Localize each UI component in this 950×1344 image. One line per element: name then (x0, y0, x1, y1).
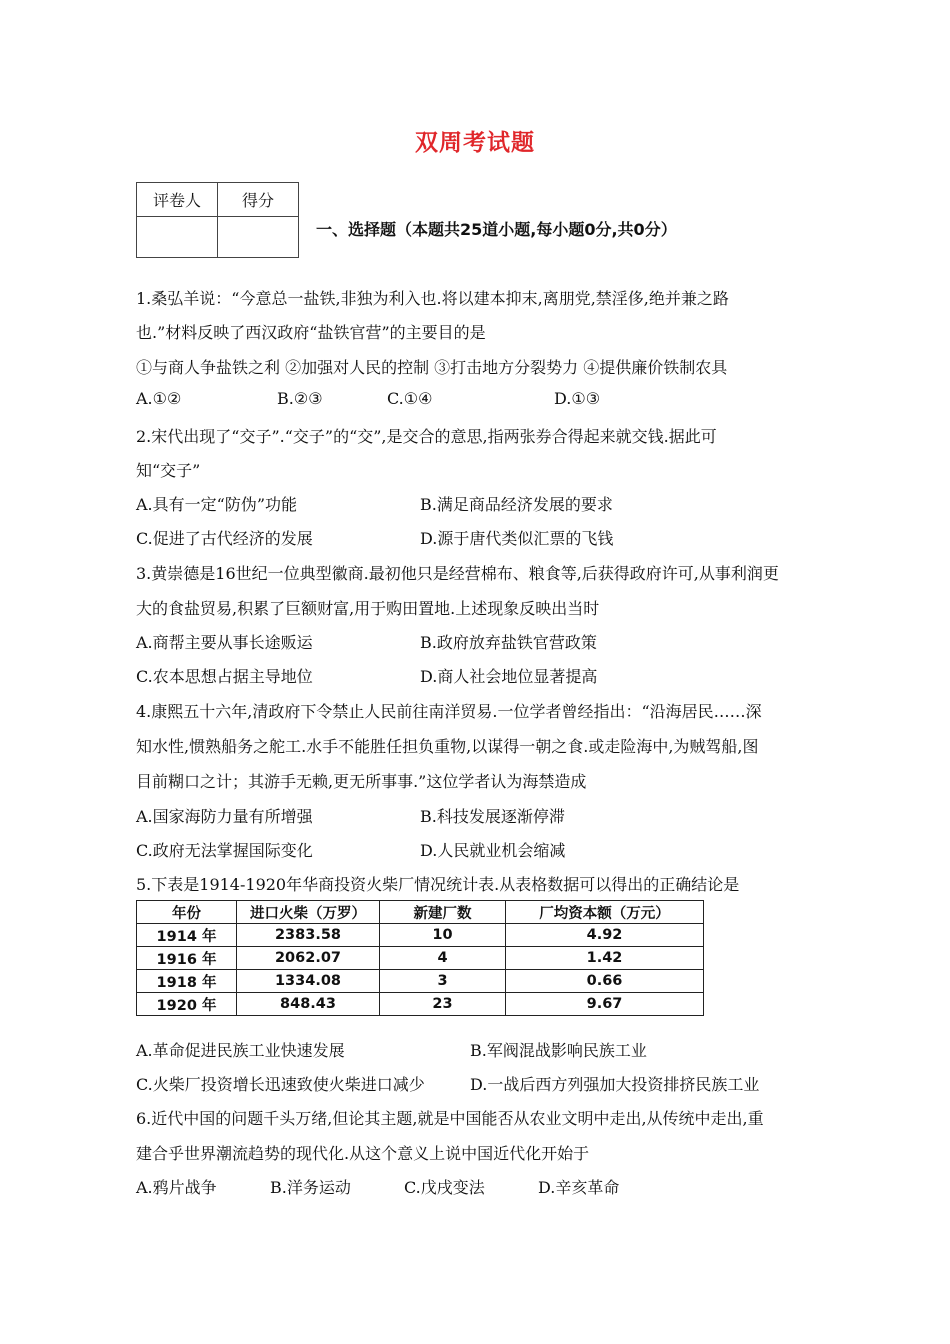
q5-option-b[interactable]: B.军阀混战影响民族工业 (470, 1041, 647, 1060)
q4-option-b[interactable]: B.科技发展逐渐停滞 (420, 807, 565, 826)
page-title: 双周考试题 (415, 130, 535, 156)
q1-option-c[interactable]: C.①④ (387, 389, 433, 408)
q1-option-d[interactable]: D.①③ (554, 389, 601, 408)
q1-stem-line: 也.”材料反映了西汉政府“盐铁官营”的主要目的是 (136, 323, 486, 342)
table-cell: 23 (380, 993, 506, 1016)
q5-stem-line: 5.下表是1914-1920年华商投资火柴厂情况统计表.从表格数据可以得出的正确结论是 (136, 875, 740, 894)
table-header-cell: 进口火柴（万罗） (237, 901, 380, 924)
q5-option-c[interactable]: C.火柴厂投资增长迅速致使火柴进口减少 (136, 1075, 425, 1094)
table-cell: 3 (380, 970, 506, 993)
grader-table (136, 182, 299, 258)
q3-option-c[interactable]: C.农本思想占据主导地位 (136, 667, 313, 686)
table-cell: 4.92 (506, 924, 704, 947)
q6-option-a[interactable]: A.鸦片战争 (136, 1178, 217, 1197)
q4-stem-line: 4.康熙五十六年,清政府下令禁止人民前往南洋贸易.一位学者曾经指出：“沿海居民……深 (136, 702, 762, 721)
q6-option-d[interactable]: D.辛亥革命 (538, 1178, 620, 1197)
score-header-cell: 得分 (218, 183, 299, 217)
table-row (137, 993, 704, 1016)
score-input-cell[interactable] (218, 217, 299, 258)
grader-header-cell: 评卷人 (137, 183, 218, 217)
q6-option-b[interactable]: B.洋务运动 (270, 1178, 351, 1197)
table-cell: 10 (380, 924, 506, 947)
table-row (137, 970, 704, 993)
table-cell: 848.43 (237, 993, 380, 1016)
table-cell: 4 (380, 947, 506, 970)
q1-option-b[interactable]: B.②③ (277, 389, 323, 408)
q3-stem-line: 大的食盐贸易,积累了巨额财富,用于购田置地.上述现象反映出当时 (136, 599, 600, 618)
table-cell: 1334.08 (237, 970, 380, 993)
q2-option-c[interactable]: C.促进了古代经济的发展 (136, 529, 313, 548)
q3-option-d[interactable]: D.商人社会地位显著提高 (420, 667, 598, 686)
table-cell: 9.67 (506, 993, 704, 1016)
q2-option-b[interactable]: B.满足商品经济发展的要求 (420, 495, 613, 514)
match-factory-table (136, 900, 704, 1016)
table-row (137, 924, 704, 947)
section-heading: 一、选择题（本题共25道小题,每小题0分,共0分） (316, 220, 677, 239)
q6-stem-line: 建合乎世界潮流趋势的现代化.从这个意义上说中国近代化开始于 (136, 1144, 590, 1163)
q3-stem-line: 3.黄崇德是16世纪一位典型徽商.最初他只是经营棉布、粮食等,后获得政府许可,从事利润更 (136, 564, 779, 583)
q5-option-d[interactable]: D.一战后西方列强加大投资排挤民族工业 (470, 1075, 760, 1094)
q2-option-d[interactable]: D.源于唐代类似汇票的飞钱 (420, 529, 614, 548)
q4-option-d[interactable]: D.人民就业机会缩减 (420, 841, 566, 860)
q2-option-a[interactable]: A.具有一定“防伪”功能 (136, 495, 298, 514)
q1-stem-line: 1.桑弘羊说：“今意总一盐铁,非独为利入也.将以建本抑末,离朋党,禁淫侈,绝并兼之路 (136, 289, 729, 308)
grader-input-cell[interactable] (137, 217, 218, 258)
q3-option-b[interactable]: B.政府放弃盐铁官营政策 (420, 633, 597, 652)
table-cell: 0.66 (506, 970, 704, 993)
table-row (137, 947, 704, 970)
table-cell: 1918 年 (137, 970, 237, 993)
q3-option-a[interactable]: A.商帮主要从事长途贩运 (136, 633, 313, 652)
q4-option-c[interactable]: C.政府无法掌握国际变化 (136, 841, 313, 860)
table-cell: 1914 年 (137, 924, 237, 947)
table-cell: 1920 年 (137, 993, 237, 1016)
q6-stem-line: 6.近代中国的问题千头万绪,但论其主题,就是中国能否从农业文明中走出,从传统中走出,重 (136, 1109, 764, 1128)
q2-stem-line: 知“交子” (136, 461, 201, 480)
q1-statements: ①与商人争盐铁之利 ②加强对人民的控制 ③打击地方分裂势力 ④提供廉价铁制农具 (136, 358, 728, 377)
table-header-cell: 厂均资本额（万元） (506, 901, 704, 924)
table-cell: 1.42 (506, 947, 704, 970)
q1-option-a[interactable]: A.①② (136, 389, 182, 408)
q4-option-a[interactable]: A.国家海防力量有所增强 (136, 807, 313, 826)
table-header-cell: 新建厂数 (380, 901, 506, 924)
table-header-cell: 年份 (137, 901, 237, 924)
q6-option-c[interactable]: C.戊戌变法 (404, 1178, 485, 1197)
table-cell: 2383.58 (237, 924, 380, 947)
q4-stem-line: 目前糊口之计；其游手无赖,更无所事事.”这位学者认为海禁造成 (136, 772, 587, 791)
q2-stem-line: 2.宋代出现了“交子”.“交子”的“交”,是交合的意思,指两张券合得起来就交钱.据此可 (136, 427, 717, 446)
q5-option-a[interactable]: A.革命促进民族工业快速发展 (136, 1041, 345, 1060)
q4-stem-line: 知水性,惯熟船务之舵工.水手不能胜任担负重物,以谋得一朝之食.或走险海中,为贼驾船,图 (136, 737, 759, 756)
table-cell: 1916 年 (137, 947, 237, 970)
table-cell: 2062.07 (237, 947, 380, 970)
